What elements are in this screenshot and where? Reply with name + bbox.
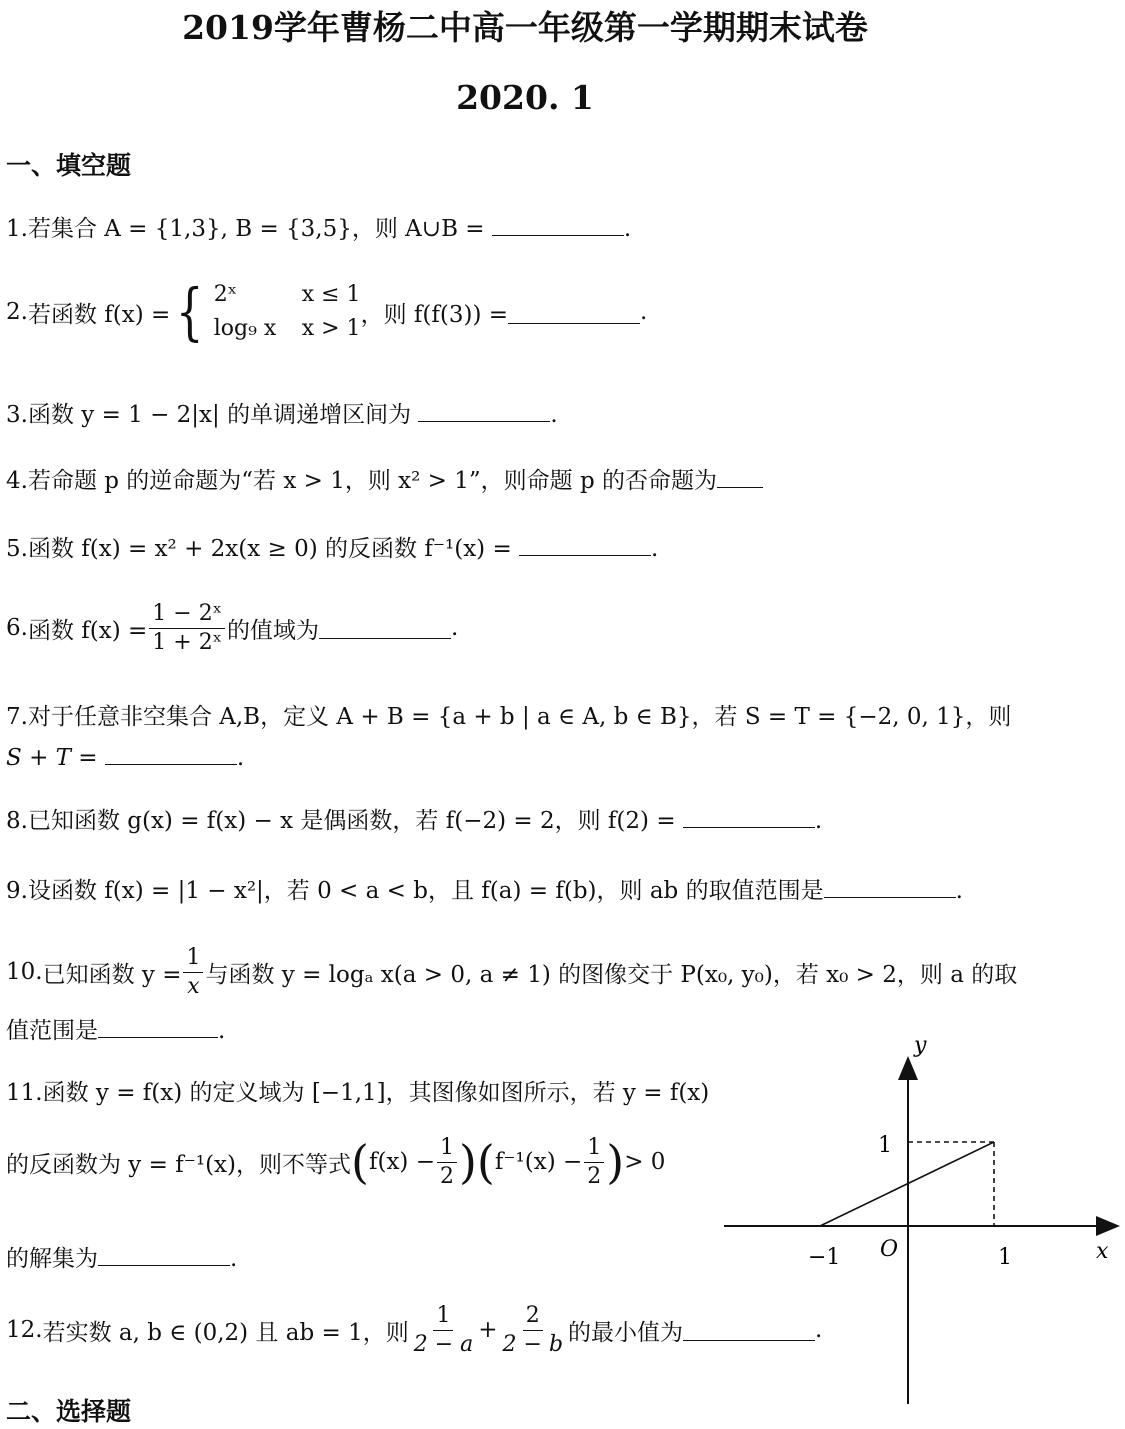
plus-sign: + [478, 1317, 498, 1343]
question-text: 若函数 f(x) = [27, 301, 171, 328]
question-7-line-2: S + T = . [6, 742, 244, 771]
section-choice-heading: 二、选择题 [6, 1397, 132, 1426]
fraction-one-half [584, 1134, 604, 1190]
fraction [411, 1302, 477, 1358]
question-10 [6, 944, 1017, 1000]
question-number: 12. [6, 1317, 43, 1343]
question-text: 已知函数 g(x) = f(x) − x 是偶函数，若 f(−2) = 2，则 f(2) = [27, 808, 683, 834]
function-graph [718, 1032, 1125, 1412]
question-text-tail: 的最小值为 [568, 1319, 684, 1346]
question-number: 9. [6, 878, 28, 904]
question-11-line-2 [6, 1134, 665, 1190]
question-number: 8. [6, 808, 28, 834]
case-2-condition: x > 1 [301, 316, 361, 342]
answer-blank [98, 1243, 230, 1266]
answer-blank [98, 1015, 218, 1038]
exam-date: 2020. 1 [456, 78, 594, 117]
question-text-tail: 的值域为 [227, 617, 320, 644]
case-1-value: 2ˣ [213, 282, 238, 307]
fraction-one-half [437, 1134, 457, 1190]
answer-blank [824, 875, 956, 898]
y-axis-label: y [914, 1033, 927, 1058]
fraction [183, 944, 203, 1000]
question-9: 9.设函数 f(x) = |1 − x²|，若 0 < a < b，且 f(a) = f(b)，则 ab 的取值范围是 . [6, 872, 963, 905]
question-number: 6. [6, 615, 28, 641]
question-3: 3.函数 y = 1 − 2|x| 的单调递增区间为 . [6, 396, 558, 429]
question-11-line-3: 的解集为 . [6, 1240, 237, 1273]
question-number: 10. [6, 959, 43, 985]
question-11 [6, 1074, 709, 1107]
answer-blank [508, 301, 640, 324]
origin-label: O [880, 1237, 899, 1262]
question-8: 8.已知函数 g(x) = f(x) − x 是偶函数，若 f(−2) = 2，则 f(2) = . [6, 802, 822, 835]
fraction-denominator: x [187, 973, 200, 999]
fraction-numerator: 1 [584, 1134, 604, 1163]
answer-blank [319, 617, 451, 640]
question-text: 值范围是 [6, 1018, 98, 1044]
fraction-denominator: 2 [439, 1163, 454, 1189]
question-text: 对于任意非空集合 A,B，定义 A + B = {a + b | a ∈ A, b ∈ B}，若 S = T = {−2, 0, 1}，则 [27, 704, 1012, 730]
answer-blank [717, 465, 763, 488]
question-5: 5.函数 f(x) = x² + 2x(x ≥ 0) 的反函数 f⁻¹(x) = . [6, 530, 658, 563]
question-number: 2. [6, 299, 28, 326]
right-paren: ) [606, 1135, 625, 1189]
y-tick-label: 1 [878, 1133, 892, 1158]
question-4 [6, 462, 763, 495]
case-2-value: log₉ x [213, 316, 277, 342]
answer-blank [105, 742, 237, 765]
fraction-denominator: 2 − a [413, 1331, 474, 1357]
question-text: 函数 y = f(x) 的定义域为 [−1,1]，其图像如图所示，若 y = f(x) [42, 1080, 710, 1106]
case-1-condition: x ≤ 1 [301, 282, 361, 307]
question-text: 若实数 a, b ∈ (0,2) 且 ab = 1，则 [42, 1319, 409, 1346]
question-text: 函数 f(x) = [27, 617, 148, 644]
section-fill-in-heading: 一、填空题 [6, 151, 132, 180]
question-number: 11. [6, 1080, 43, 1106]
piecewise-function [170, 275, 361, 349]
fraction [500, 1302, 567, 1358]
question-12: 12. 若实数 a, b ∈ (0,2) 且 ab = 1，则 $\frac{1}{2 - a}$ + $\frac{2}{2 - b}$ 的最小值为 . [6, 1303, 823, 1357]
answer-blank [683, 805, 815, 828]
question-1: 1.若集合 A = {1,3}, B = {3,5}，则 A∪B = . [6, 210, 631, 243]
inequality-term-1: f(x) − [368, 1149, 435, 1175]
inequality-sign: > 0 [624, 1149, 666, 1175]
question-10-line-2: 值范围是 . [6, 1012, 225, 1045]
question-7 [6, 698, 1011, 731]
question-number: 7. [6, 704, 28, 730]
question-text: 的反函数为 y = f⁻¹(x)，则不等式 [6, 1151, 351, 1178]
answer-blank [492, 213, 624, 236]
answer-blank [519, 533, 651, 556]
question-2: 2. 若函数 f(x) = { 2ˣ x ≤ 1 log₉ x x > 1 ，则 f(f(3)) = . [6, 275, 648, 349]
question-text: 已知函数 y = [42, 961, 182, 988]
question-number: 1. [6, 216, 28, 242]
fraction-numerator: 2 [523, 1302, 543, 1331]
fraction-denominator: 2 [587, 1163, 602, 1189]
question-text: 设函数 f(x) = |1 − x²|，若 0 < a < b，且 f(a) = f(b)，则 ab 的取值范围是 [27, 878, 824, 904]
fraction-numerator: 1 [437, 1134, 457, 1163]
fraction-numerator: 1 − 2ˣ [149, 600, 225, 629]
brace-symbol: { [176, 275, 204, 349]
question-text: 函数 f(x) = x² + 2x(x ≥ 0) 的反函数 f⁻¹(x) = [27, 536, 520, 562]
exam-title: 2019学年曹杨二中高一年级第一学期期末试卷 [182, 8, 868, 47]
question-number: 3. [6, 402, 28, 428]
x-axis-label: x [1096, 1239, 1109, 1264]
question-text: 若命题 p 的逆命题为“若 x > 1，则 x² > 1”，则命题 p 的否命题为 [27, 468, 717, 494]
question-text: 的解集为 [6, 1246, 98, 1272]
left-paren: ( [476, 1135, 495, 1189]
question-number: 5. [6, 536, 28, 562]
question-text: 函数 y = 1 − 2|x| 的单调递增区间为 [27, 402, 419, 428]
inequality-term-2: f⁻¹(x) − [494, 1149, 583, 1175]
fraction [149, 600, 225, 656]
answer-blank [418, 399, 550, 422]
x-tick-label-neg: −1 [808, 1245, 841, 1270]
x-tick-label-pos: 1 [998, 1245, 1012, 1270]
question-text: S + T = [6, 744, 105, 771]
right-paren: ) [458, 1135, 477, 1189]
fraction-numerator: 1 [433, 1302, 453, 1331]
fraction-denominator: 1 + 2ˣ [152, 629, 223, 655]
question-text: 若集合 A = {1,3}, B = {3,5}，则 A∪B = [27, 216, 492, 242]
question-6: 6. 函数 f(x) = $\frac{\text{1 − 2ˣ}}{\text{1 + 2ˣ}}$ 的值域为 . [6, 601, 459, 655]
question-text-tail: 与函数 y = logₐ x(a > 0, a ≠ 1) 的图像交于 P(x₀, y₀)，若 x₀ > 2，则 a 的取 [205, 961, 1018, 988]
fraction-numerator: 1 [183, 944, 203, 973]
fraction-denominator: 2 − b [502, 1331, 564, 1357]
question-number: 4. [6, 468, 28, 494]
left-paren: ( [351, 1135, 369, 1189]
question-text-tail: ，则 f(f(3)) = [360, 301, 509, 328]
